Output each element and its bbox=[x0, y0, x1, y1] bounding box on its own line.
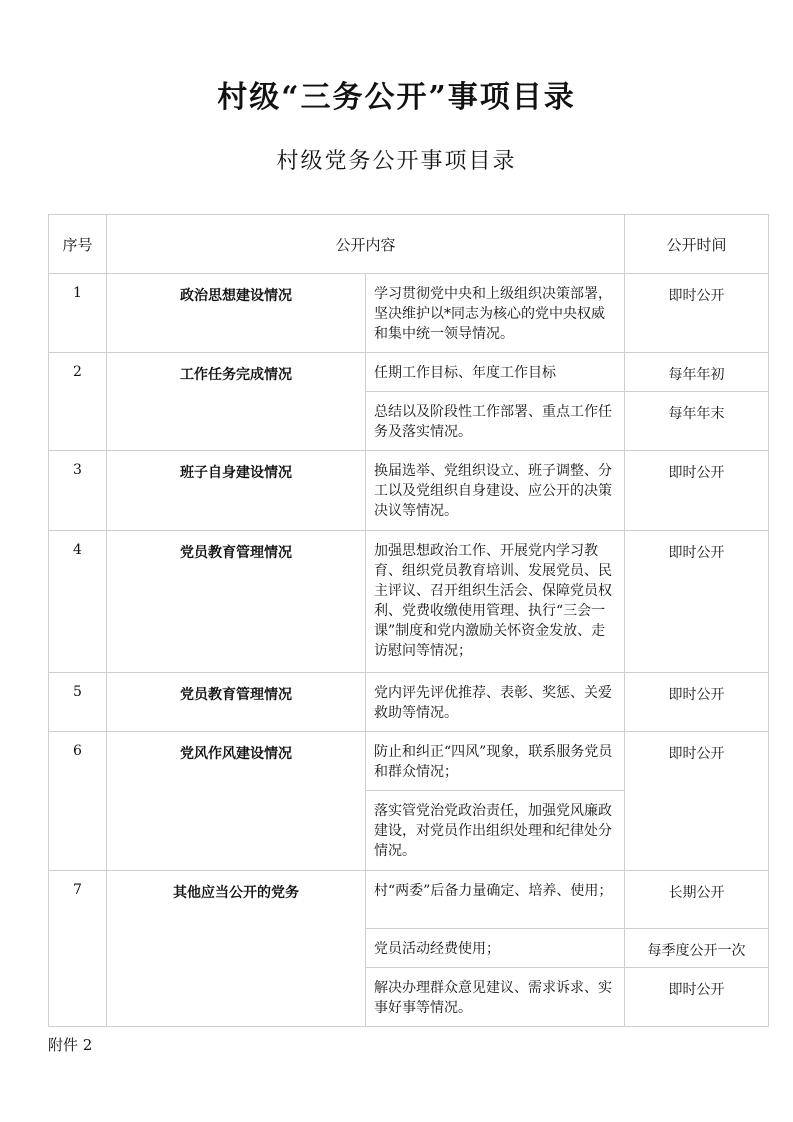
row-time: 即时公开 bbox=[625, 968, 769, 1027]
row-description: 任期工作目标、年度工作目标 bbox=[366, 353, 625, 392]
table-row bbox=[49, 732, 769, 791]
row-time: 即时公开 bbox=[625, 673, 769, 732]
page-subtitle: 村级党务公开事项目录 bbox=[276, 149, 517, 174]
row-time: 即时公开 bbox=[625, 451, 769, 531]
row-item: 政治思想建设情况 bbox=[107, 274, 366, 353]
row-time: 长期公开 bbox=[625, 871, 769, 929]
header-content: 公开内容 bbox=[107, 215, 625, 274]
table-header-row bbox=[49, 215, 769, 274]
table-row bbox=[49, 451, 769, 531]
row-time: 每季度公开一次 bbox=[625, 929, 769, 968]
row-description: 学习贯彻党中央和上级组织决策部署，坚决维护以*同志为核心的党中央权威和集中统一领导情况。 bbox=[366, 274, 625, 353]
row-description: 党内评先评优推荐、表彰、奖惩、关爱救助等情况。 bbox=[366, 673, 625, 732]
table-row bbox=[49, 673, 769, 732]
row-number: 6 bbox=[49, 732, 107, 871]
row-time: 每年年初 bbox=[625, 353, 769, 392]
row-time: 即时公开 bbox=[625, 732, 769, 871]
row-description: 防止和纠正“四风”现象，联系服务党员和群众情况； bbox=[366, 732, 625, 791]
row-item: 工作任务完成情况 bbox=[107, 353, 366, 451]
row-number: 1 bbox=[49, 274, 107, 353]
row-description: 村“两委”后备力量确定、培养、使用； bbox=[366, 871, 625, 929]
row-description: 换届选举、党组织设立、班子调整、分工以及党组织自身建设、应公开的决策决议等情况。 bbox=[366, 451, 625, 531]
row-item: 其他应当公开的党务 bbox=[107, 871, 366, 1027]
row-time: 每年年末 bbox=[625, 392, 769, 451]
row-description: 党员活动经费使用； bbox=[366, 929, 625, 968]
row-description: 解决办理群众意见建议、需求诉求、实事好事等情况。 bbox=[366, 968, 625, 1027]
table-body bbox=[49, 274, 769, 1027]
table-row bbox=[49, 871, 769, 929]
table-row bbox=[49, 274, 769, 353]
row-time: 即时公开 bbox=[625, 531, 769, 673]
attachment-label: 附件 2 bbox=[48, 1036, 93, 1054]
row-number: 2 bbox=[49, 353, 107, 451]
header-no: 序号 bbox=[49, 215, 107, 274]
page-title: 村级“三务公开”事项目录 bbox=[217, 80, 576, 115]
disclosure-table bbox=[48, 214, 769, 1027]
row-item: 党员教育管理情况 bbox=[107, 673, 366, 732]
row-description: 总结以及阶段性工作部署、重点工作任务及落实情况。 bbox=[366, 392, 625, 451]
table-row bbox=[49, 353, 769, 392]
row-description: 落实管党治党政治责任，加强党风廉政建设，对党员作出组织处理和纪律处分情况。 bbox=[366, 791, 625, 871]
row-item: 班子自身建设情况 bbox=[107, 451, 366, 531]
row-number: 7 bbox=[49, 871, 107, 1027]
row-description: 加强思想政治工作、开展党内学习教育、组织党员教育培训、发展党员、民主评议、召开组织生活会、保障党员权利、党费收缴使用管理、执行“三会一课”制度和党内激励关怀资金发放、走访慰问等情况； bbox=[366, 531, 625, 673]
row-item: 党风作风建设情况 bbox=[107, 732, 366, 871]
header-time: 公开时间 bbox=[625, 215, 769, 274]
row-number: 4 bbox=[49, 531, 107, 673]
table-row bbox=[49, 531, 769, 673]
row-number: 3 bbox=[49, 451, 107, 531]
row-item: 党员教育管理情况 bbox=[107, 531, 366, 673]
row-time: 即时公开 bbox=[625, 274, 769, 353]
row-number: 5 bbox=[49, 673, 107, 732]
